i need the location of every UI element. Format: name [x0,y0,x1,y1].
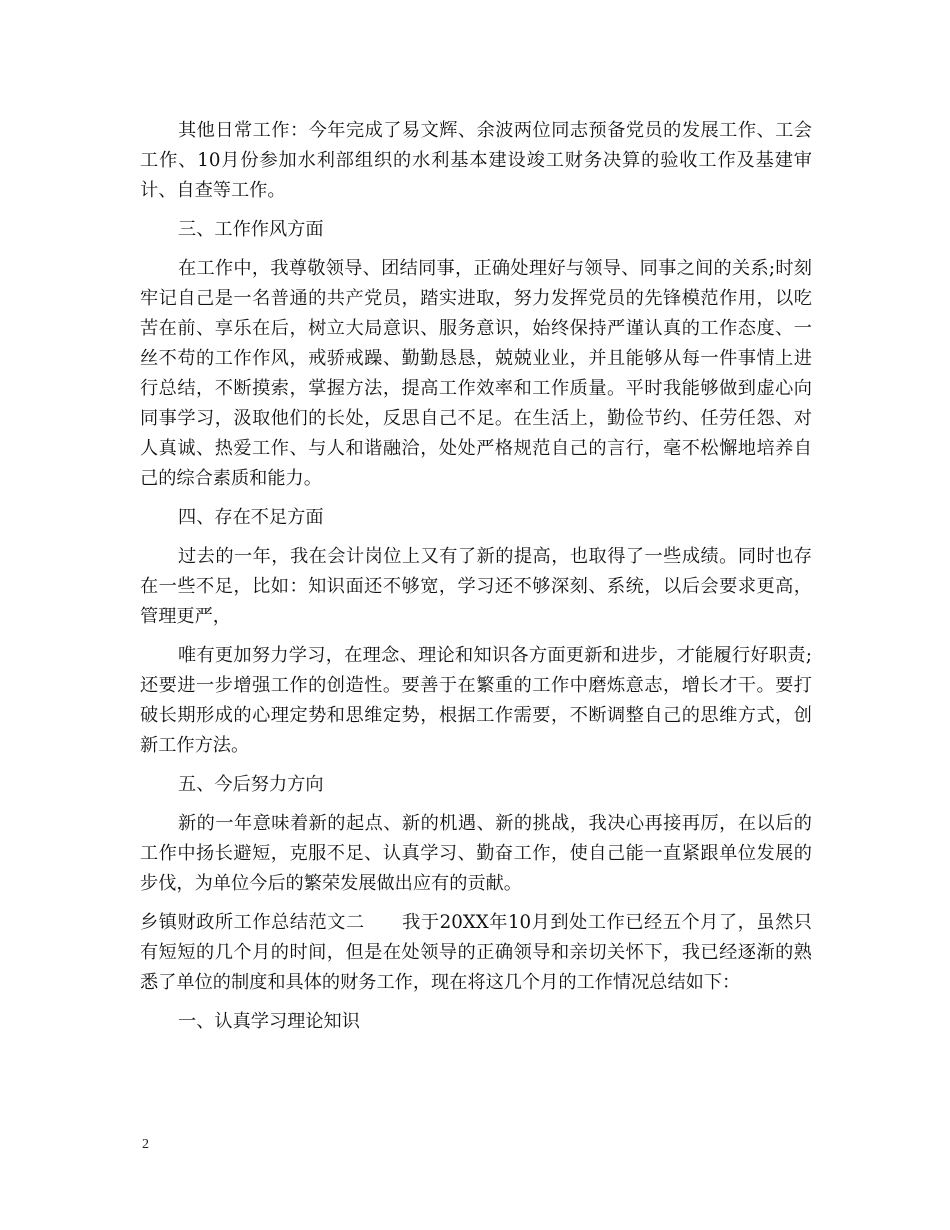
paragraph-daily-work: 其他日常工作：今年完成了易文辉、余波两位同志预备党员的发展工作、工会工作、10月份参加水利部组织的水利基本建设竣工财务决算的验收工作及基建审计、自查等工作。 [140,120,812,201]
paragraph-shortcomings: 过去的一年，我在会计岗位上又有了新的提高，也取得了一些成绩。同时也存在一些不足，比如：知识面还不够宽，学习还不够深刻、系统，以后会要求更高，管理更严， [140,546,812,627]
section-heading-study-theory: 一、认真学习理论知识 [178,1011,360,1032]
paragraph-work-style: 在工作中，我尊敬领导、团结同事，正确处理好与领导、同事之间的关系;时刻牢记自己是一名普通的共产党员，踏实进取，努力发挥党员的先锋模范作用，以吃苦在前、享乐在后，树立大局意识、服务意识，始终保持严谨认真的工作态度、一丝不苟的工作作风，戒骄戒躁、勤勤恳恳，兢兢业业，并且能够从每一件事情上进行总结，不断摸索，掌握方法，提高工作效率和工作质量。平时我能够做到虚心向同事学习，汲取他们的长处，反思自己不足。在生活上，勤俭节约、任劳任怨、对人真诚、热爱工作、与人和谐融洽，处处严格规范自己的言行，毫不松懈地培养自己的综合素质和能力。 [140,258,812,489]
page-number: 2 [142,1137,149,1152]
section-heading-future-direction: 五、今后努力方向 [178,774,324,795]
section-heading-work-style: 三、工作作风方面 [178,219,324,240]
paragraph-sample-two-intro: 乡镇财政所工作总结范文二 我于20XX年10月到处工作已经五个月了，虽然只有短短的几个月的时间，但是在处领导的正确领导和亲切关怀下，我已经逐渐的熟悉了单位的制度和具体的财务工作，现在将这几个月的工作情况总结如下： [140,912,812,993]
paragraph-improvement: 唯有更加努力学习，在理念、理论和知识各方面更新和进步，才能履行好职责;还要进一步增强工作的创造性。要善于在繁重的工作中磨炼意志，增长才干。要打破长期形成的心理定势和思维定势，根据工作需要，不断调整自己的思维方式，创新工作方法。 [140,645,812,756]
paragraph-future-direction: 新的一年意味着新的起点、新的机遇、新的挑战，我决心再接再厉，在以后的工作中扬长避短，克服不足、认真学习、勤奋工作，使自己能一直紧跟单位发展的步伐，为单位今后的繁荣发展做出应有的贡献。 [140,813,812,894]
section-heading-shortcomings: 四、存在不足方面 [178,507,324,528]
document-body [140,116,812,1046]
